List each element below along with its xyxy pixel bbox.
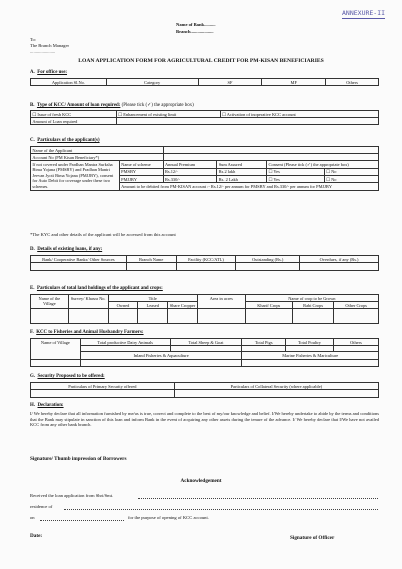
marine-fisheries-header: Marine Fisheries & Mariculture: [242, 352, 379, 359]
village-header: Name of the Village: [31, 295, 69, 309]
acknowledgement-heading: Acknowledgement: [180, 478, 222, 484]
loan-amount-label: Amount of Loan required: [31, 118, 117, 125]
office-col: Category: [106, 79, 198, 86]
premium-value: Rs.330/-: [163, 175, 217, 182]
applicant-name-field[interactable]: [163, 147, 378, 154]
section-d-letter: D.: [30, 247, 35, 252]
sum-assured-value: Rs.2 lakh: [217, 168, 267, 175]
section-f-heading: [30, 330, 144, 335]
applicant-table: [30, 146, 379, 191]
inland-fisheries-header: Inland Fisheries & Aquaculture: [80, 352, 242, 359]
addressee: The Branch Manager: [30, 43, 70, 48]
section-a-heading: [30, 70, 67, 75]
section-a-title: For office use:: [37, 70, 68, 75]
sum-assured-value: Rs. 2 Lakh: [217, 175, 267, 182]
bank-name-field: Name of Bank..........: [176, 22, 216, 27]
share-cropper-header: Share Cropper: [168, 302, 198, 309]
applicant-name-label: Name of the Applicant: [31, 147, 164, 154]
consent-header: Consent (Please tick (✓) the appropriate box): [267, 161, 379, 168]
land-holdings-table: [30, 294, 379, 324]
office-col: Application Sl.No.: [31, 79, 107, 86]
primary-security-header: Particulars of Primary Security offered: [31, 383, 175, 390]
section-c-letter: C.: [30, 138, 35, 143]
section-a-letter: A.: [30, 70, 35, 75]
fisheries-table: [30, 338, 379, 367]
collateral-security-header: Particulars of Collateral Security (where applicable): [174, 383, 378, 390]
scheme-name: PMSBY: [119, 168, 163, 175]
owned-header: Owned: [108, 302, 138, 309]
on-label: on: [30, 515, 35, 520]
section-g-title: Security Proposed to be offered:: [37, 374, 105, 379]
other-crops-header: Other Crops: [334, 302, 379, 309]
insurance-consent-text: If not covered under Pardhan Mantra Surksha Bima Yojana (PMSBY) and Pradhan Mantri Jeevan Jyoti Bima Yojana (PMJJBY), consent for Auto Debit for coverage under these two schemes.: [31, 161, 120, 190]
pmjjby-yes-checkbox[interactable]: ☐ Yes: [267, 175, 325, 182]
area-header: Area in acres: [197, 295, 245, 309]
sheep-header: Total Sheep & Goat: [170, 339, 242, 346]
account-label: Account No (PM Kisan Beneficiary*): [31, 154, 164, 161]
dairy-header: Total productive Dairy Animals: [80, 339, 170, 346]
loans-col: Overdues, if any (Rs.): [300, 256, 379, 263]
scheme-name: PMJJBY: [119, 175, 163, 182]
kyc-note: *The KYC and other details of the applicant will be accessed from this account: [30, 232, 176, 237]
purpose-text: for the purpose of opening of KCC account.: [128, 515, 209, 520]
date-line[interactable]: [40, 520, 124, 521]
crops-header: Name of crop to be Grown: [245, 295, 378, 302]
activation-checkbox[interactable]: ☐ Activation of inoperative KCC account: [220, 111, 378, 118]
rabi-header: Rabi Crops: [292, 302, 334, 309]
section-g-letter: G.: [30, 374, 36, 379]
pmjjby-no-checkbox[interactable]: ☐ No: [324, 175, 378, 182]
kcc-type-table: [30, 110, 379, 125]
loans-col: Bank/ Cooperative Banks/ Other Sources: [31, 256, 127, 263]
residence-line[interactable]: [64, 509, 378, 510]
received-from-label: Received the loan application from Shri/Smt.: [30, 493, 114, 498]
section-h-letter: H.: [30, 403, 36, 408]
account-field[interactable]: [163, 154, 378, 161]
survey-header: Survey/ Khasra No.: [68, 295, 108, 309]
fresh-kcc-checkbox[interactable]: ☐ Issue of fresh KCC: [31, 111, 117, 118]
section-c-title: Particulars of the applicant(s): [37, 138, 100, 143]
pmsby-yes-checkbox[interactable]: ☐ Yes: [267, 168, 325, 175]
section-h-title: Declaration:: [37, 403, 64, 408]
premium-header: Annual Premium: [163, 161, 217, 168]
section-g-heading: [30, 374, 105, 379]
enhancement-checkbox[interactable]: ☐ Enhancement of existing limit: [116, 111, 220, 118]
office-col: MF: [262, 79, 326, 86]
office-col: SF: [198, 79, 262, 86]
officer-signature-label: Signature of Officer: [290, 535, 335, 541]
title-header: Title: [108, 295, 197, 302]
borrower-signature-label: Signature/ Thumb impression of Borrowers: [30, 456, 127, 462]
sum-assured-header: Sum Assured: [217, 161, 267, 168]
declaration-text: I/ We hereby declare that all information furnished by me/us is true, correct and complete to the best of my/our knowledge and belief. I/We hereby undertake to abide by the terms and conditions that the Bank may stipulate in sanction of this loan and inform Bank in the event of acquiring any other assets during the tenure of the advance. I/ We hereby declare that I/We have not availed KCC from any other bank branch.: [30, 411, 379, 428]
form-title: LOAN APPLICATION FORM FOR AGRICULTURAL CREDIT FOR PM-KISAN BENEFICIARIES: [78, 58, 324, 64]
village-header: Name of Village: [31, 339, 81, 360]
section-d-title: Details of existing loans, if any:: [37, 247, 103, 252]
debit-note: Amount to be debited from PM-KISAN account :- Rs.12/- per annum for PMSBY and Rs.330/- per annum for PMJJBY: [119, 183, 378, 190]
section-b-hint: (Please tick (✓) the appropriate box): [121, 103, 194, 108]
section-d-heading: [30, 247, 102, 252]
addressee-dots: ......................: [30, 49, 56, 54]
section-b-title: Type of KCC/ Amount of loan required:: [36, 103, 121, 108]
loans-col: Outstanding (Rs.): [236, 256, 300, 263]
section-f-title: KCC to Fisheries and Animal Husbandry Farmers:: [36, 330, 144, 335]
section-b-heading: [30, 102, 194, 108]
section-b-letter: B.: [30, 103, 35, 108]
section-e-title: Particulars of total land holdings of the applicant and crops:: [36, 286, 163, 291]
section-h-heading: [30, 403, 64, 408]
office-col: Others: [326, 79, 379, 86]
others-header: Others: [333, 339, 378, 346]
loan-amount-field[interactable]: [116, 118, 378, 125]
security-table: [30, 382, 379, 398]
loans-col: Branch Name: [126, 256, 176, 263]
section-e-letter: E.: [30, 286, 35, 291]
to-label: To:: [30, 37, 37, 42]
kharif-header: Kharif Crops: [245, 302, 292, 309]
annexure-label: ANNEXURE-II: [342, 9, 386, 17]
premium-value: Rs.12/-: [163, 168, 217, 175]
section-f-letter: F.: [30, 330, 34, 335]
existing-loans-table: [30, 255, 379, 271]
section-e-heading: [30, 286, 163, 291]
loans-col: Facility (KCC/ATL): [176, 256, 236, 263]
branch-field: Branch....................: [176, 29, 214, 34]
office-use-table: [30, 78, 379, 86]
received-from-line[interactable]: [138, 498, 378, 499]
date-label: Date:: [30, 533, 43, 539]
leased-header: Leased: [138, 302, 168, 309]
poultry-header: Total Poultry: [286, 339, 334, 346]
pigs-header: Total Pigs: [242, 339, 286, 346]
section-c-heading: [30, 138, 100, 143]
scheme-header: Name of scheme: [119, 161, 163, 168]
residence-label: residence of: [30, 504, 53, 509]
pmsby-no-checkbox[interactable]: ☐ No: [324, 168, 378, 175]
